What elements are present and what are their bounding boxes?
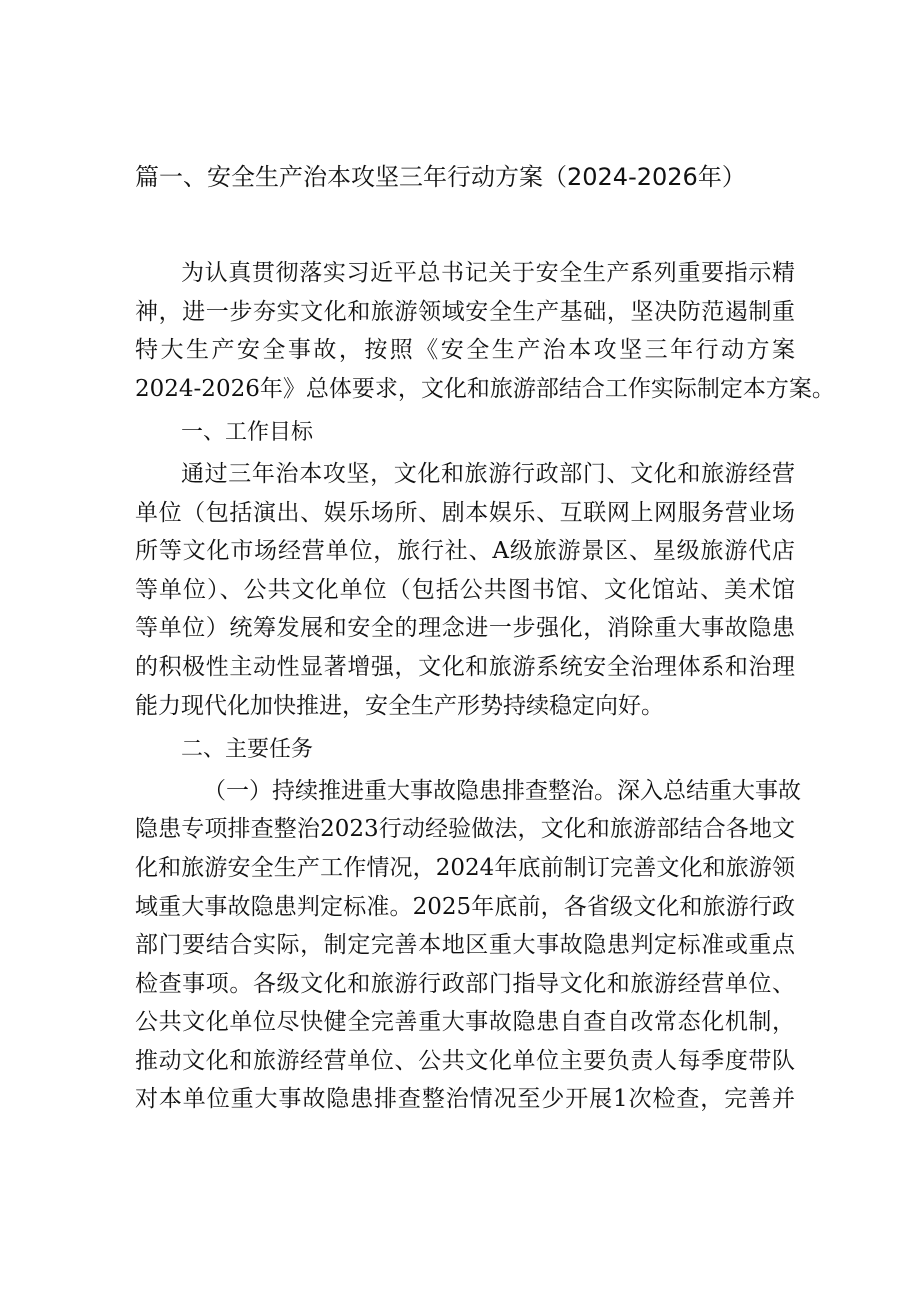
paragraph-line: 等单位）、公共文化单位（包括公共图书馆、文化馆站、美术馆 [135,576,795,603]
paragraph-line: 能力现代化加快推进，安全生产形势持续稳定向好。 [135,692,664,719]
paragraph-line: 特大生产安全事故，按照《安全生产治本攻坚三年行动方案 [135,337,795,364]
paragraph-line: 为认真贯彻落实习近平总书记关于安全生产系列重要指示精 [181,260,795,286]
section-heading: 二、主要任务 [181,737,314,763]
paragraph-line: 域重大事故隐患判定标准。2025年底前，各省级文化和旅游行政 [135,893,795,920]
paragraph-line: 的积极性主动性显著增强，文化和旅游系统安全治理体系和治理 [135,653,795,680]
paragraph-line: 公共文化单位尽快健全完善重大事故隐患自查自改常态化机制， [135,1009,795,1036]
document-body [135,254,835,1119]
paragraph-line: 检查事项。各级文化和旅游行政部门指导文化和旅游经营单位、 [135,970,795,997]
paragraph-line: 推动文化和旅游经营单位、公共文化单位主要负责人每季度带队 [135,1047,795,1074]
paragraph-line: 神，进一步夯实文化和旅游领域安全生产基础，坚决防范遏制重 [135,298,795,325]
paragraph-line: 等单位）统筹发展和安全的理念进一步强化，消除重大事故隐患 [135,615,795,642]
section-heading: 一、工作目标 [181,420,314,446]
paragraph-line: 2024-2026年》总体要求，文化和旅游部结合工作实际制定本方案。 [135,375,835,402]
document-title: 篇一、安全生产治本攻坚三年行动方案（2024-2026年） [135,163,746,191]
paragraph-line: （一）持续推进重大事故隐患排查整治。深入总结重大事故 [203,777,801,804]
paragraph-line: 隐患专项排查整治2023行动经验做法，文化和旅游部结合各地文 [135,816,795,843]
paragraph-line: 通过三年治本攻坚，文化和旅游行政部门、文化和旅游经营 [181,460,795,487]
paragraph-line: 单位（包括演出、娱乐场所、剧本娱乐、互联网上网服务营业场 [135,499,795,526]
paragraph-line: 部门要结合实际，制定完善本地区重大事故隐患判定标准或重点 [135,932,795,959]
paragraph-line: 所等文化市场经营单位，旅行社、A级旅游景区、星级旅游代店 [135,538,795,565]
paragraph-line: 化和旅游安全生产工作情况，2024年底前制订完善文化和旅游领 [135,854,795,881]
paragraph-line: 对本单位重大事故隐患排查整治情况至少开展1次检查，完善并 [135,1086,795,1113]
